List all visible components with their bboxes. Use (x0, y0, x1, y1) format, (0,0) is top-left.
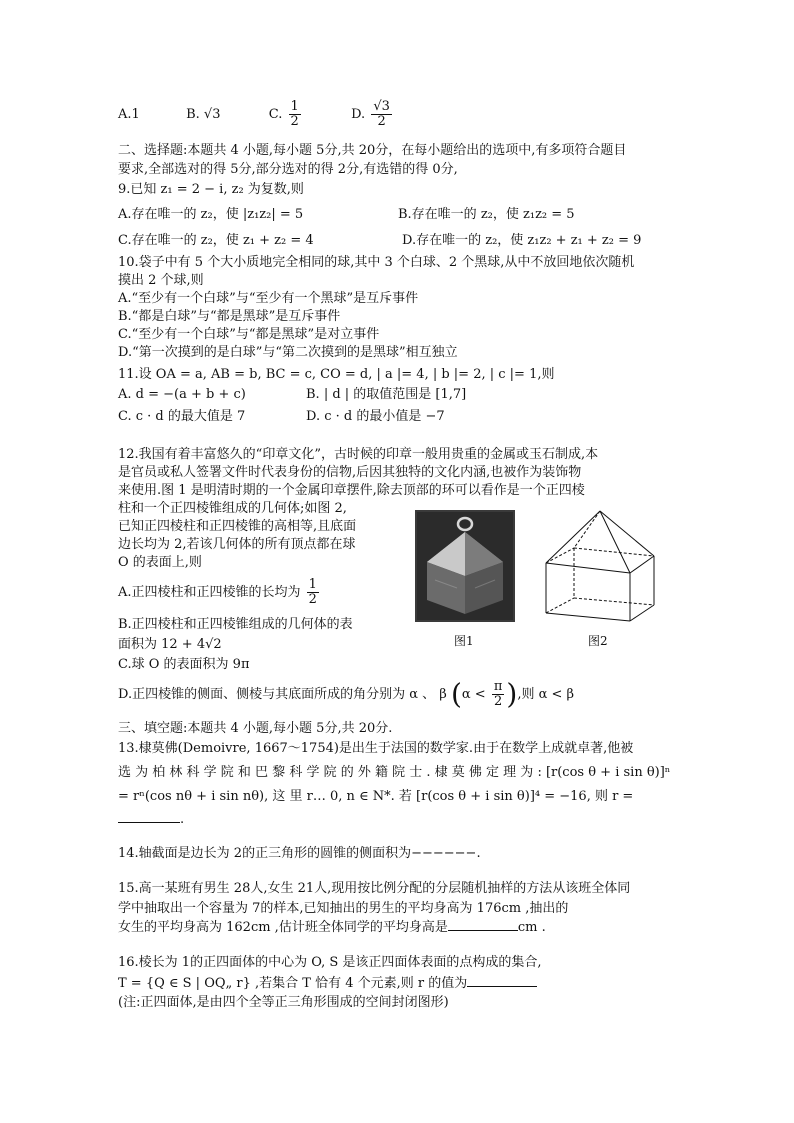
q8-option-d-fraction: $\frac{√3}{2}$ (373, 99, 390, 129)
q12-line4: 柱和一个正四棱锥组成的几何体;如图 2, (118, 501, 347, 516)
q15-line1: 15.高一某班有男生 28人,女生 21人,现用按比例分配的分层随机抽样的方法从该班全体同 (118, 881, 631, 896)
q11-option-d: D. c · d 的最小值是 −7 (306, 409, 445, 424)
q11-option-b: B. | d | 的取值范围是 [1,7] (306, 387, 467, 402)
q8-option-b-value: √3 (203, 107, 221, 122)
section3-header: 三、填空题:本题共 4 小题,每小题 5分,共 20分. (118, 721, 393, 736)
q12-option-a-fraction: $\frac{1}{2}$ (308, 577, 317, 607)
q13-answer-blank[interactable] (118, 810, 180, 823)
q15-line2: 学中抽取出一个容量为 7的样本,已知抽出的男生的平均身高为 176cm ,抽出的 (118, 901, 569, 916)
q16-line2: T = {Q ∈ S | OQ„ r} ,若集合 T 恰有 4 个元素,则 r 的值为 (118, 974, 537, 993)
q12-line1: 12.我国有着丰富悠久的“印章文化”，古时候的印章一般用贵重的金属或玉石制成,本 (118, 447, 599, 462)
q14-answer-blank[interactable]: −−−−−− (411, 846, 477, 861)
q11-option-c: C. c · d 的最大值是 7 (118, 409, 246, 424)
q11-stem: 11.设 OA = a, AB = b, BC = c, CO = d, | a |= 4, | b |= 2, | c |= 1,则 (118, 367, 555, 382)
q9-option-c: C.存在唯一的 z₂，使 z₁ + z₂ = 4 (118, 233, 314, 248)
q10-stem-line2: 摸出 2 个球,则 (118, 273, 204, 288)
q12-line7: O 的表面上,则 (118, 555, 202, 570)
q9-option-d: D.存在唯一的 z₂，使 z₁z₂ + z₁ + z₂ = 9 (402, 233, 642, 248)
q9-option-b: B.存在唯一的 z₂，使 z₁z₂ = 5 (398, 207, 575, 222)
q10-option-b: B.“都是白球”与“都是黑球”是互斥事件 (118, 309, 341, 324)
q12-line5: 已知正四棱柱和正四棱锥的高相等,且底面 (118, 519, 357, 534)
q13-line4: . (118, 810, 184, 829)
figure1-seal-photo (415, 510, 515, 622)
q8-option-c-label: C. (268, 107, 283, 122)
q12-option-b-line1: B.正四棱柱和正四棱锥组成的几何体的表 (118, 617, 353, 632)
q8-option-d-label: D. (351, 107, 366, 122)
q9-option-a: A.存在唯一的 z₂，使 |z₁z₂| = 5 (118, 207, 304, 222)
q8-option-a: A.1 (118, 107, 140, 122)
q11-option-a: A. d = −(a + b + c) (118, 387, 246, 402)
q10-stem-line1: 10.袋子中有 5 个大小质地完全相同的球,其中 3 个白球、2 个黑球,从中不放回地依次随机 (118, 255, 635, 270)
q12-option-d-fraction: $\frac{\pi}{2}$ (493, 679, 503, 709)
q8-option-b-label: B. (186, 107, 200, 122)
q12-line3: 来使用.图 1 是明清时期的一个金属印章摆件,除去顶部的环可以看作是一个正四棱 (118, 483, 585, 498)
q12-option-d: D.正四棱锥的侧面、侧棱与其底面所成的角分别为 α 、 β (α < $\frac{\pi}{2}$ ),则 α < β (118, 677, 575, 711)
figure2-caption: 图2 (588, 634, 608, 648)
q12-option-b-line2: 面积为 12 + 4√2 (118, 637, 222, 652)
section2-header-line2: 要求,全部选对的得 5分,部分选对的得 2分,有选错的得 0分, (118, 162, 458, 177)
q16-note: (注:正四面体,是由四个全等正三角形围成的空间封闭图形) (118, 995, 449, 1010)
q16-answer-blank[interactable] (467, 974, 537, 987)
q15-line3: 女生的平均身高为 162cm ,估计班全体同学的平均身高是 cm . (118, 920, 546, 935)
q10-option-a: A.“至少有一个白球”与“至少有一个黑球”是互斥事件 (118, 291, 419, 306)
q13-line2: 选 为 柏 林 科 学 院 和 巴 黎 科 学 院 的 外 籍 院 士 . 棣 莫 佛 定 理 为 : [r(cos θ + i sin θ)]ⁿ (118, 765, 671, 780)
figure1-caption: 图1 (454, 634, 474, 648)
q12-option-a: A.正四棱柱和正四棱锥的长均为 $\frac{1}{2}$ (118, 577, 317, 607)
q12-option-c: C.球 O 的表面积为 9π (118, 657, 250, 672)
q16-line1: 16.棱长为 1的正四面体的中心为 O, S 是该正四面体表面的点构成的集合, (118, 955, 542, 970)
q13-line3: = rⁿ(cos nθ + i sin nθ), 这 里 r… 0, n ∈ N*. 若 [r(cos θ + i sin θ)]⁴ = −16, 则 r = (118, 789, 634, 804)
q10-option-d: D.“第一次摸到的是白球”与“第二次摸到的是黑球”相互独立 (118, 345, 458, 360)
q8-option-c-fraction: $\frac{1}{2}$ (290, 99, 299, 129)
q12-line2: 是官员或私人签署文件时代表身份的信物,后因其独特的文化内涵,也被作为装饰物 (118, 465, 582, 480)
q8-options (118, 100, 394, 129)
q15-answer-blank[interactable] (448, 918, 518, 931)
q14-line: 14.轴截面是边长为 2的正三角形的圆锥的侧面积为−−−−−−. (118, 846, 481, 861)
q10-option-c: C.“至少有一个白球”与“都是黑球”是对立事件 (118, 327, 380, 342)
figure2-prism-pyramid-diagram (540, 508, 660, 624)
q12-line6: 边长均为 2,若该几何体的所有顶点都在球 (118, 537, 356, 552)
section2-header-line1: 二、选择题:本题共 4 小题,每小题 5分,共 20分，在每小题给出的选项中,有多项符合题目 (118, 143, 627, 158)
q13-line1: 13.棣莫佛(Demoivre, 1667～1754)是出生于法国的数学家.由于在数学上成就卓著,他被 (118, 741, 634, 756)
q9-stem: 9.已知 z₁ = 2 − i, z₂ 为复数,则 (118, 182, 304, 197)
